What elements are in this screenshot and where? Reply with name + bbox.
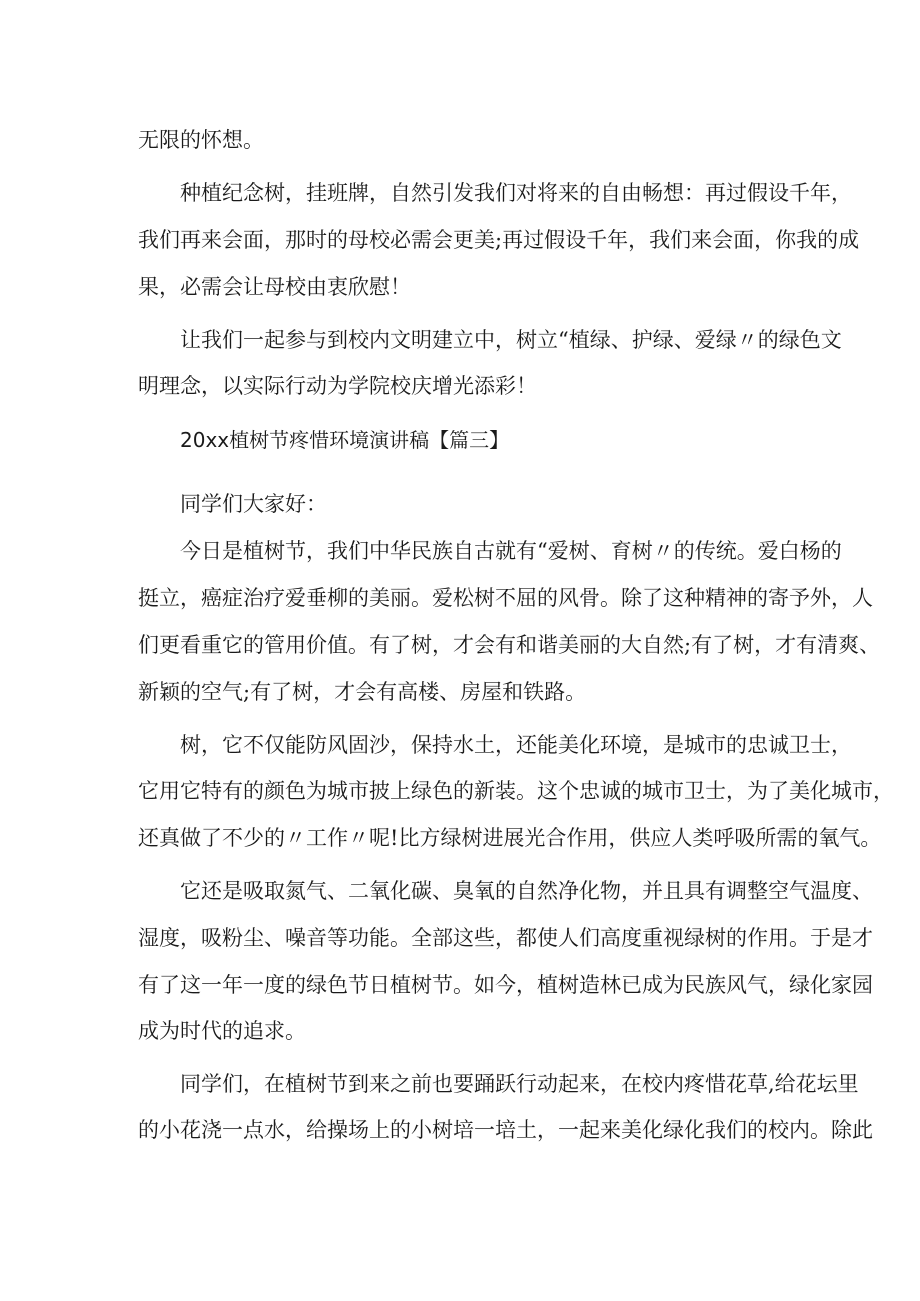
paragraph-line: 树，它不仅能防风固沙，保持水土，还能美化环境，是城市的忠诚卫士， xyxy=(180,733,852,757)
paragraph-line: 明理念，以实际行动为学院校庆增光添彩！ xyxy=(138,374,537,398)
greeting-line: 同学们大家好： xyxy=(180,492,327,516)
paragraph-line: 还真做了不少的〃工作〃呢!比方绿树进展光合作用，供应人类呼吸所需的氧气。 xyxy=(138,826,882,850)
paragraph-line: 它还是吸取氮气、二氧化碳、臭氧的自然净化物，并且具有调整空气温度、 xyxy=(180,879,873,903)
paragraph-line: 新颖的空气;有了树，才会有高楼、房屋和铁路。 xyxy=(138,680,587,704)
paragraph-line: 我们再来会面，那时的母校必需会更美;再过假设千年，我们来会面，你我的成 xyxy=(138,228,860,252)
paragraph-line: 们更看重它的管用价值。有了树，才会有和谐美丽的大自然;有了树，才有清爽、 xyxy=(138,633,881,657)
paragraph-line: 的小花浇一点水，给操场上的小树培一培土，一起来美化绿化我们的校内。除此 xyxy=(138,1118,873,1142)
paragraph-line: 今日是植树节，我们中华民族自古就有“爱树、育树〃的传统。爱白杨的 xyxy=(180,539,842,563)
paragraph-line: 有了这一年一度的绿色节日植树节。如今，植树造林已成为民族风气，绿化家园 xyxy=(138,973,873,997)
paragraph-line: 湿度，吸粉尘、噪音等功能。全部这些，都使人们高度重视绿树的作用。于是才 xyxy=(138,926,873,950)
paragraph-line: 它用它特有的颜色为城市披上绿色的新装。这个忠诚的城市卫士，为了美化城市， xyxy=(138,779,894,803)
paragraph-line: 无限的怀想。 xyxy=(138,128,264,152)
paragraph-line: 种植纪念树，挂班牌，自然引发我们对将来的自由畅想：再过假设千年， xyxy=(180,181,852,205)
paragraph-line: 同学们，在植树节到来之前也要踊跃行动起来，在校内疼惜花草,给花坛里 xyxy=(180,1072,859,1096)
paragraph-line: 让我们一起参与到校内文明建立中，树立“植绿、护绿、爱绿〃的绿色文 xyxy=(180,328,842,352)
paragraph-line: 挺立，癌症治疗爱垂柳的美丽。爱松树不屈的风骨。除了这种精神的寄予外，人 xyxy=(138,586,873,610)
paragraph-line: 成为时代的追求。 xyxy=(138,1019,306,1043)
paragraph-line: 果，必需会让母校由衷欣慰！ xyxy=(138,275,411,299)
section-heading: 20xx植树节疼惜环境演讲稿【篇三】 xyxy=(180,428,510,452)
